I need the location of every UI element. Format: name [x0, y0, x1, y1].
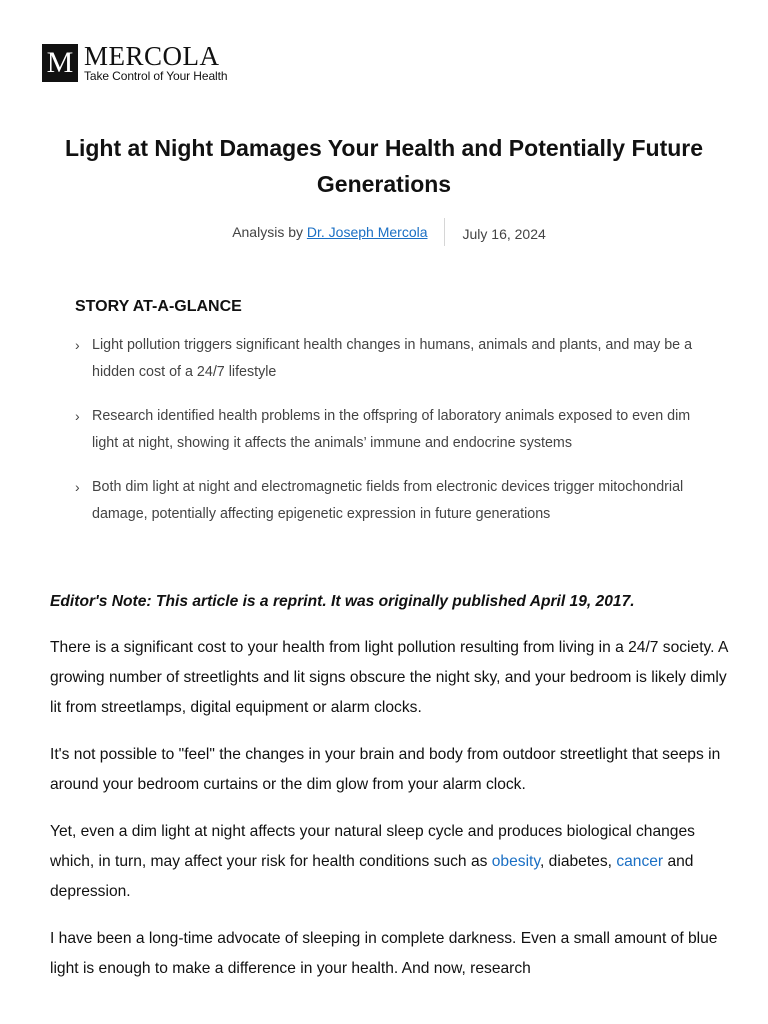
brand-name: MERCOLA [84, 41, 220, 71]
paragraph-2: It's not possible to "feel" the changes in your brain and body from outdoor streetlight that seeps in around your bedroom curtains or the dim glow from your alarm clock. [50, 746, 721, 793]
byline-prefix: Analysis by [232, 224, 303, 240]
glance-item [75, 403, 695, 457]
chevron-right-icon: › [75, 408, 80, 424]
glance-item-text: Research identified health problems in the offspring of laboratory animals exposed to even dim light at night, showing it affects the animals’ immune and endocrine systems [92, 408, 691, 451]
paragraph-3 [50, 817, 730, 907]
chevron-right-icon: › [75, 479, 80, 495]
mercola-logo-icon[interactable]: M [42, 44, 78, 82]
site-header [42, 42, 227, 84]
glance-list [75, 332, 695, 528]
article-title: Light at Night Damages Your Health and Potentially Future Generations [64, 135, 704, 197]
glance-title: STORY AT-A-GLANCE [75, 298, 242, 315]
paragraph-3-text-a: Yet, even a dim light at night affects your natural sleep cycle and produces biological changes which, in turn, may affect your risk for health conditions such as [50, 823, 695, 870]
paragraph-3-text-c: and depression. [50, 853, 694, 900]
paragraph-1: There is a significant cost to your health from light pollution resulting from living in a 24/7 society. A growing number of streetlights and lit signs obscure the night sky, and your bedroom is likely dimly lit from streetlamps, digital equipment or alarm clocks. [50, 639, 728, 716]
glance-item [75, 332, 695, 386]
article-byline [0, 218, 768, 246]
byline-author [232, 224, 443, 240]
author-link[interactable]: Dr. Joseph Mercola [306, 224, 428, 240]
paragraph-4: I have been a long-time advocate of sleeping in complete darkness. Even a small amount of blue light is enough to make a difference in your health. And now, research [50, 930, 718, 977]
chevron-right-icon: › [75, 337, 80, 353]
glance-item-text: Both dim light at night and electromagnetic fields from electronic devices trigger mitochondrial damage, potentially affecting epigenetic expression in future generations [92, 479, 684, 522]
article-body [50, 587, 730, 1001]
obesity-link[interactable]: obesity [491, 853, 541, 870]
editors-note: Editor's Note: This article is a reprint. It was originally published April 19, 2017. [50, 593, 635, 610]
brand-tagline: Take Control of Your Health [84, 69, 228, 83]
glance-item [75, 474, 695, 528]
glance-item-text: Light pollution triggers significant health changes in humans, animals and plants, and may be a hidden cost of a 24/7 lifestyle [92, 337, 693, 380]
story-at-a-glance [75, 298, 695, 545]
logo-text[interactable] [84, 43, 227, 83]
cancer-link[interactable]: cancer [616, 853, 664, 870]
publish-date: July 16, 2024 [462, 226, 546, 242]
paragraph-3-text-b: , diabetes, [540, 853, 617, 870]
